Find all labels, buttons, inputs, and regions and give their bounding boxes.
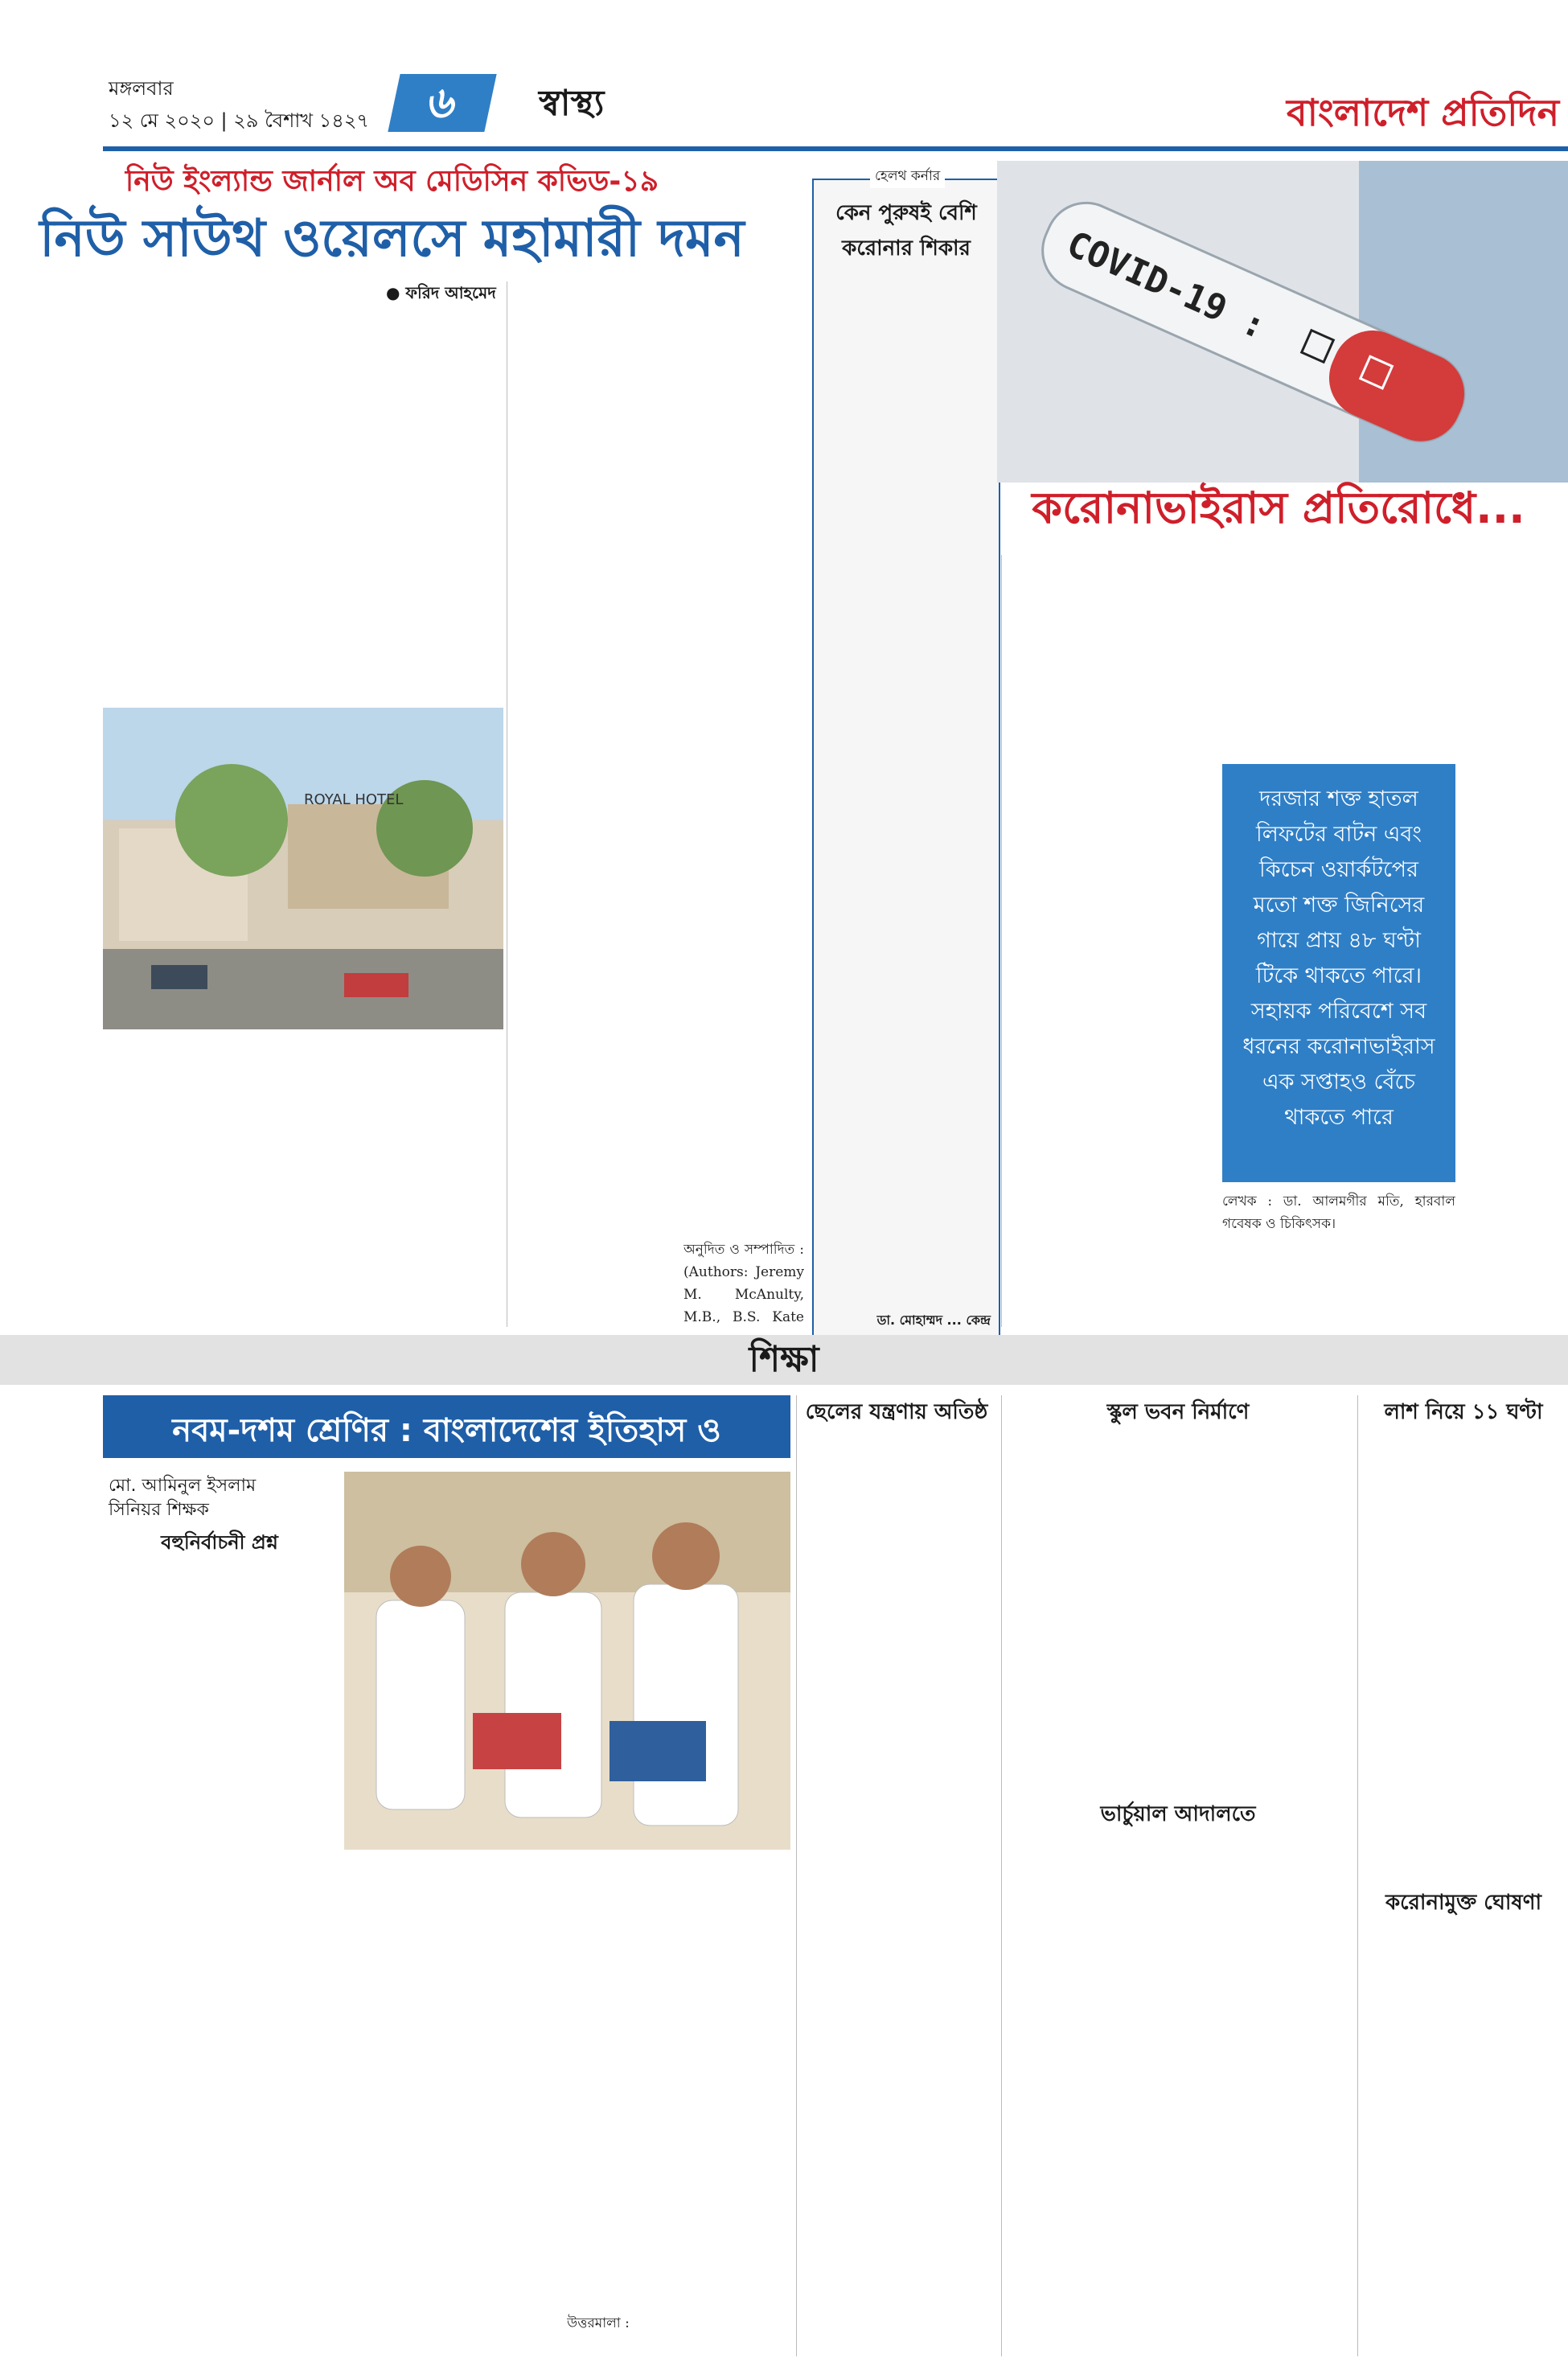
corona-body-right xyxy=(1463,555,1564,1323)
education-author-role: সিনিয়র শিক্ষক xyxy=(109,1500,209,1520)
health-corner-body xyxy=(822,289,991,1302)
corona-callout xyxy=(1222,764,1455,1182)
story-body-title: লাশ নিয়ে ১১ ঘণ্টা xyxy=(1384,1400,1543,1424)
education-headline: নবম-দশম শ্রেণির : বাংলাদেশের ইতিহাস ও xyxy=(172,1412,721,1449)
education-headline-box xyxy=(103,1395,790,1458)
health-corner-author: ডা. মোহাম্মদ ... কেন্দ্র xyxy=(876,1312,991,1328)
story-child-body xyxy=(800,1431,993,2356)
health-corner-title: কেন পুরুষই বেশি করোনার শিকার xyxy=(835,201,977,261)
questions-col-2 xyxy=(344,1858,557,2356)
education-subhead: বহুনির্বাচনী প্রশ্ন xyxy=(161,1531,278,1554)
lead-byline: ● ফরিদ আহমেদ xyxy=(386,283,496,302)
lead-body-below-photo xyxy=(103,1037,503,1327)
lead-column-4 xyxy=(683,281,804,1327)
education-section-title: শিক্ষা xyxy=(749,1339,819,1380)
lead-column-1 xyxy=(103,281,296,704)
section-title: স্বাস্থ্য xyxy=(539,83,605,124)
lead-headline: নিউ সাউথ ওয়েলসে মহামারী দমন xyxy=(39,209,745,269)
covid-banner-text: COVID-19 : xyxy=(1061,223,1272,348)
page-number: ৬ xyxy=(388,74,496,132)
story-body-body xyxy=(1363,1431,1564,1882)
corona-body-left xyxy=(1005,555,1210,1323)
health-corner-box xyxy=(812,168,1000,1340)
answer-key: উত্তরমালা : xyxy=(567,2315,630,2331)
questions-col-3 xyxy=(567,1858,790,2308)
corona-headline: করোনাভাইরাস প্রতিরোধে... xyxy=(1032,483,1525,533)
questions-col-1 xyxy=(103,1560,336,2356)
column-rule xyxy=(1357,1395,1358,2356)
corona-author: লেখক : ডা. আলমগীর মতি, হারবাল গবেষক ও চিকিৎসক। xyxy=(1222,1193,1455,1232)
lead-kicker: নিউ ইংল্যান্ড জার্নাল অব মেডিসিন কভিড-১৯ xyxy=(125,165,659,198)
logo-title: বাংলাদেশ প্রতিদিন xyxy=(1287,91,1560,134)
date-full: ১২ মে ২০২০ | ২৯ বৈশাখ ১৪২৭ xyxy=(109,109,370,132)
masthead-rule xyxy=(103,146,1568,151)
covid-test-photo xyxy=(997,161,1568,483)
callout-text: দরজার শক্ত হাতল লিফটের বাটন এবং কিচেন ওয়ার্কটপের মতো শক্ত জিনিসের গায়ে প্রায় ৪৮ ঘণ্টা টিকে থাকতে পারে। সহায়ক পরিবেশে সব ধরনের করোনাভাইরাস এক সপ্তাহও বেঁচে থাকতে পারে xyxy=(1242,787,1435,1130)
story-court-body xyxy=(1005,1834,1351,2356)
date-day: মঙ্গলবার xyxy=(109,77,174,100)
story-child-title: ছেলের যন্ত্রণায় অতিষ্ঠ xyxy=(805,1400,988,1424)
column-rule xyxy=(1001,1395,1002,2356)
students-photo xyxy=(344,1472,790,1850)
newspaper-logo xyxy=(1287,71,1560,151)
education-author-name: মো. আমিনুল ইসলাম xyxy=(109,1476,257,1496)
story-cure-body xyxy=(1363,1922,1564,2356)
column-rule xyxy=(1001,555,1002,1327)
column-rule xyxy=(796,1395,797,2356)
story-cure-title: করোনামুক্ত ঘোষণা xyxy=(1385,1891,1542,1915)
photo-sign: ROYAL HOTEL xyxy=(304,791,404,808)
health-corner-label: হেলথ কর্নার xyxy=(870,166,945,188)
story-school-body xyxy=(1005,1431,1351,1793)
lead-column-2 xyxy=(304,314,497,704)
story-school-title: স্কুল ভবন নির্মাণে xyxy=(1106,1400,1250,1424)
story-court-title: ভার্চুয়াল আদালতে xyxy=(1100,1802,1256,1826)
lead-column-3 xyxy=(515,281,675,1327)
street-photo xyxy=(103,708,503,1029)
lead-citation: অনুদিত ও সম্পাদিত : (Authors: Jeremy M. McAnulty, M.B., B.S. Kate xyxy=(683,1242,804,1325)
